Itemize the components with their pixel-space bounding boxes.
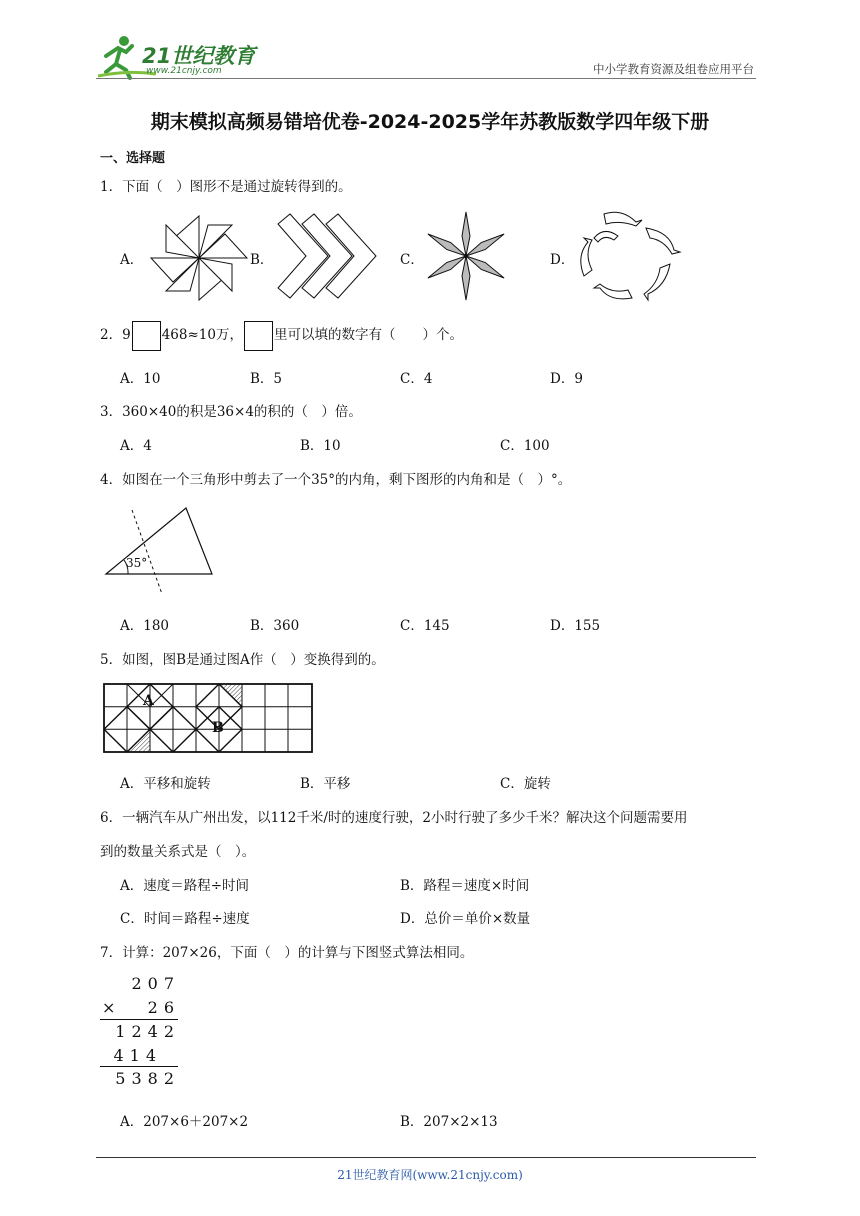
logo-text: 21世纪教育 [142, 44, 256, 68]
page-title: 期末模拟高频易错培优卷-2024-2025学年苏教版数学四年级下册 [150, 111, 710, 133]
vm-row-3: 1242 [115, 1022, 180, 1041]
q2-option-c: C．4 [400, 371, 433, 387]
q6-option-b: B．路程＝速度×时间 [400, 878, 530, 894]
question-1-stem: 1．下面（ ）图形不是通过旋转得到的。 [100, 179, 352, 195]
q3-option-a: A．4 [120, 438, 152, 454]
question-6-stem-line2: 到的数量关系式是（ ）。 [100, 844, 256, 860]
q6-option-d: D．总价＝单价×数量 [400, 911, 531, 927]
question-4-stem: 4．如图在一个三角形中剪去了一个35°的内角，剩下图形的内角和是（ ）°。 [100, 472, 572, 488]
figure-label-b: B [212, 720, 224, 736]
q1-option-c: C． [400, 252, 424, 268]
vm-row-2: 26 [147, 998, 180, 1017]
q1-option-b: B． [250, 252, 274, 268]
q2-stem-part-a: 2．9 [100, 327, 131, 343]
q7-option-a: A．207×6＋207×2 [120, 1114, 249, 1130]
footer-link[interactable]: 21世纪教育网(www.21cnjy.com) [337, 1168, 523, 1182]
q3-option-b: B．10 [300, 438, 341, 454]
q4-option-c: C．145 [400, 618, 450, 634]
q2-blank-box-2 [244, 321, 273, 351]
q5-option-b: B．平移 [300, 776, 351, 792]
q2-stem-part-b: 468≈10万， [161, 327, 243, 343]
q5-option-c: C．旋转 [500, 776, 551, 792]
q7-option-b: B．207×2×13 [400, 1114, 498, 1130]
logo-url: www.21cnjy.com [146, 66, 222, 76]
figure-label-a: A [143, 693, 154, 709]
question-5-stem: 5．如图，图B是通过图A作（ ）变换得到的。 [100, 652, 385, 668]
q3-option-c: C．100 [500, 438, 550, 454]
q4-option-b: B．360 [250, 618, 300, 634]
vm-row-4: 414 [113, 1046, 162, 1065]
grid-transform-figure [102, 682, 318, 754]
q2-option-a: A．10 [120, 371, 161, 387]
header-divider [96, 78, 756, 79]
vm-operator: × [102, 998, 122, 1017]
q4-option-a: A．180 [120, 618, 170, 634]
q6-option-c: C．时间＝路程÷速度 [120, 911, 250, 927]
question-3-stem: 3．360×40的积是36×4的积的（ ）倍。 [100, 404, 362, 420]
question-2-stem [100, 320, 463, 351]
vm-row-1: 207 [131, 974, 180, 993]
vertical-multiplication [100, 970, 180, 1090]
angle-label: 35° [126, 556, 148, 570]
q1-option-a: A． [120, 252, 144, 268]
section-heading: 一、选择题 [100, 151, 166, 166]
star-figure [424, 210, 508, 302]
q4-option-d: D．155 [550, 618, 601, 634]
vm-line-1 [100, 1019, 178, 1020]
triangle-cut-figure [102, 506, 216, 596]
q5-option-a: A．平移和旋转 [120, 776, 211, 792]
pinwheel-figure [148, 212, 250, 304]
question-6-stem-line1: 6．一辆汽车从广州出发，以112千米/时的速度行驶，2小时行驶了多少千米？解决这个问题需要用 [100, 810, 688, 826]
site-logo [96, 32, 266, 80]
vm-row-5: 5382 [115, 1069, 180, 1088]
vm-line-2 [100, 1066, 178, 1067]
q6-option-a: A．速度＝路程÷时间 [120, 878, 250, 894]
question-7-stem: 7．计算：207×26，下面（ ）的计算与下图竖式算法相同。 [100, 945, 474, 961]
q1-option-d: D． [550, 252, 575, 268]
footer-divider [96, 1157, 756, 1158]
q2-option-b: B．5 [250, 371, 283, 387]
platform-name: 中小学教育资源及组卷应用平台 [593, 62, 754, 76]
q2-stem-part-c: 里可以填的数字有（ ）个。 [273, 327, 463, 343]
dolphins-figure [574, 206, 682, 306]
q2-blank-box-1 [132, 321, 161, 351]
chevrons-figure [276, 212, 380, 300]
q2-option-d: D．9 [550, 371, 583, 387]
